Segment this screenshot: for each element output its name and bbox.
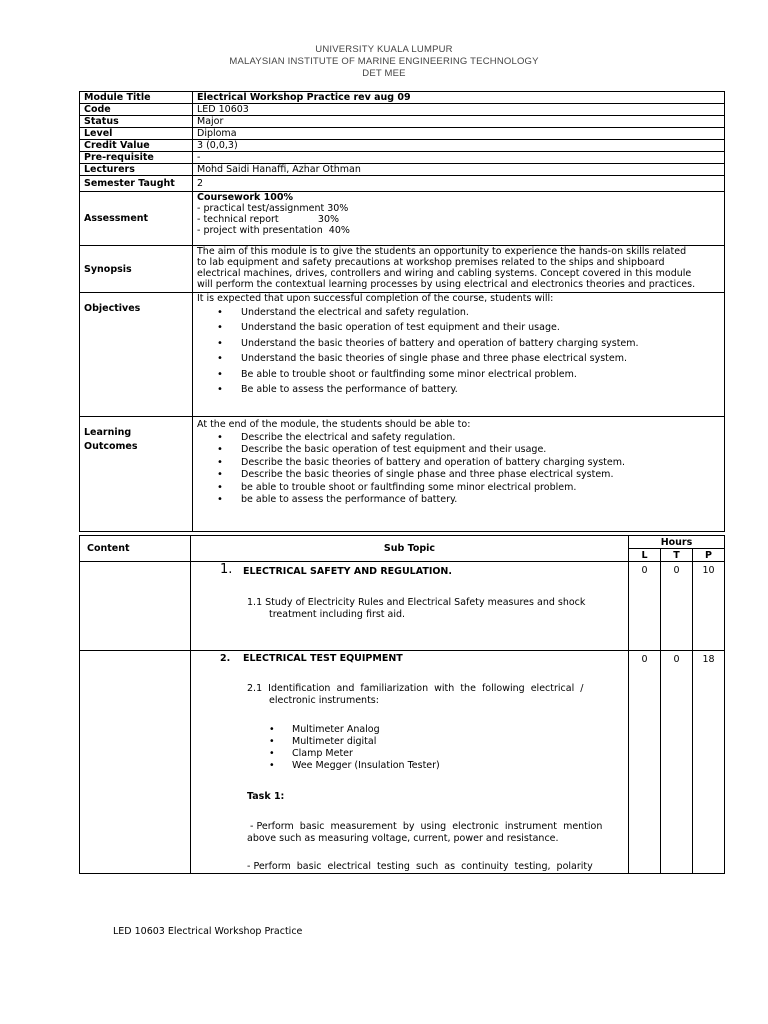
topic-title: ELECTRICAL TEST EQUIPMENT (243, 653, 403, 664)
subtopic-header: Sub Topic (191, 536, 629, 562)
row-status (80, 116, 725, 128)
content-header-row (80, 536, 725, 549)
outcomes-value (193, 417, 725, 532)
assessment-value (193, 192, 725, 246)
topic-hours-t (660, 562, 692, 651)
content-table (79, 535, 725, 874)
task-text: above such as measuring voltage, current, power and resistance. (247, 833, 559, 844)
instrument-item: Clamp Meter (292, 748, 353, 759)
hours-value: 0 (673, 654, 680, 665)
level-value: Diploma (193, 128, 725, 140)
topic-hours-l (628, 562, 660, 651)
topic-subtext: 1.1 Study of Electricity Rules and Electrical Safety measures and shock (247, 597, 586, 608)
topic-content-cell (80, 562, 191, 651)
row-assessment (80, 192, 725, 246)
hours-l-header: L (628, 549, 660, 562)
task-text: - Perform basic measurement by using electronic instrument mention (247, 821, 603, 832)
page-footer: LED 10603 Electrical Workshop Practice (113, 926, 303, 937)
row-prereq (80, 152, 725, 164)
header-institute: MALAYSIAN INSTITUTE OF MARINE ENGINEERING TECHNOLOGY (229, 56, 539, 67)
objectives-value (193, 293, 725, 417)
objective-item: • Understand the basic theories of single phase and three phase electrical system. (241, 351, 720, 366)
row-objectives (80, 293, 725, 417)
outcome-item: • be able to trouble shoot or faultfinding some minor electrical problem. (241, 482, 720, 495)
topic-subtext: 2.1 Identification and familiarization with the following electrical / (247, 683, 584, 694)
semester-value: 2 (193, 176, 725, 192)
objective-item: • Understand the basic operation of test equipment and their usage. (241, 320, 720, 335)
outcomes-label-line1: Learning (84, 427, 132, 438)
assessment-heading: Coursework 100% (197, 192, 294, 203)
hours-value: 0 (641, 654, 648, 665)
module-info-table (79, 91, 725, 532)
row-credit (80, 140, 725, 152)
outcomes-label-line2: Outcomes (84, 441, 138, 452)
header-university: UNIVERSITY KUALA LUMPUR (315, 44, 453, 55)
topic-hours-p (692, 651, 724, 874)
synopsis-line: to lab equipment and safety precautions at workshop premises related to the ships and shipboard (197, 257, 665, 268)
objective-item: • Be able to assess the performance of battery. (241, 382, 720, 397)
synopsis-line: electrical machines, drives, controllers and wiring and cabling systems. Concept covered in this module (197, 268, 692, 279)
header-dept: DET MEE (362, 68, 406, 79)
hours-value: 0 (641, 565, 648, 576)
module-title-value: Electrical Workshop Practice rev aug 09 (193, 92, 725, 104)
hours-value: 18 (702, 654, 715, 665)
topic-subtext: treatment including first aid. (269, 609, 406, 620)
row-module-title (80, 92, 725, 104)
status-value: Major (193, 116, 725, 128)
hours-header: Hours (628, 536, 724, 549)
row-code (80, 104, 725, 116)
row-learning-outcomes (80, 417, 725, 532)
code-value: LED 10603 (193, 104, 725, 116)
assessment-item: - practical test/assignment 30% (197, 203, 349, 214)
outcomes-list (197, 432, 720, 507)
prereq-value: - (193, 152, 725, 164)
objectives-intro: It is expected that upon successful completion of the course, students will: (197, 293, 554, 304)
objective-item: • Understand the electrical and safety regulation. (241, 305, 720, 320)
topic-row (80, 651, 725, 874)
module-title-label: Module Title (80, 92, 193, 104)
assessment-label: Assessment (80, 192, 193, 246)
topic-content-cell (80, 651, 191, 874)
synopsis-label: Synopsis (80, 246, 193, 293)
synopsis-line: will perform the contextual learning processes by using electrical and electronics theories and practices. (197, 279, 696, 290)
credit-label: Credit Value (80, 140, 193, 152)
code-label: Code (80, 104, 193, 116)
outcome-item: • Describe the basic theories of battery and operation of battery charging system. (241, 457, 720, 470)
row-synopsis (80, 246, 725, 293)
task-text: - Perform basic electrical testing such as continuity testing, polarity (247, 861, 593, 872)
row-semester (80, 176, 725, 192)
lecturers-value: Mohd Saidi Hanaffi, Azhar Othman (193, 164, 725, 176)
outcomes-intro: At the end of the module, the students should be able to: (197, 419, 471, 430)
objectives-list (197, 305, 720, 397)
topic-subtopic-cell (191, 562, 629, 651)
prereq-label: Pre-requisite (80, 152, 193, 164)
status-label: Status (80, 116, 193, 128)
task-label: Task 1: (247, 791, 285, 802)
credit-value: 3 (0,0,3) (193, 140, 725, 152)
hours-value: 10 (702, 565, 715, 576)
topic-subtopic-cell (191, 651, 629, 874)
bullet-icon: • (269, 724, 275, 735)
topic-hours-t (660, 651, 692, 874)
assessment-item: - project with presentation 40% (197, 225, 350, 236)
topic-title: ELECTRICAL SAFETY AND REGULATION. (243, 566, 452, 577)
topic-number: 2. (220, 653, 231, 664)
hours-t-header: T (660, 549, 692, 562)
objective-item: • Understand the basic theories of battery and operation of battery charging system. (241, 336, 720, 351)
lecturers-label: Lecturers (80, 164, 193, 176)
objective-item: • Be able to trouble shoot or faultfinding some minor electrical problem. (241, 367, 720, 382)
topic-number: 1. (220, 562, 233, 577)
level-label: Level (80, 128, 193, 140)
content-header: Content (80, 536, 191, 562)
objectives-label: Objectives (80, 293, 193, 417)
outcome-item: • be able to assess the performance of battery. (241, 494, 720, 507)
hours-value: 0 (673, 565, 680, 576)
hours-p-header: P (692, 549, 724, 562)
assessment-item: - technical report 30% (197, 214, 340, 225)
row-lecturers (80, 164, 725, 176)
topic-hours-l (628, 651, 660, 874)
bullet-icon: • (269, 760, 275, 771)
outcome-item: • Describe the electrical and safety regulation. (241, 432, 720, 445)
topic-row (80, 562, 725, 651)
row-level (80, 128, 725, 140)
instrument-item: Wee Megger (Insulation Tester) (292, 760, 440, 771)
semester-label: Semester Taught (80, 176, 193, 192)
bullet-icon: • (269, 736, 275, 747)
synopsis-value (193, 246, 725, 293)
topic-hours-p (692, 562, 724, 651)
bullet-icon: • (269, 748, 275, 759)
topic-subtext: electronic instruments: (269, 695, 379, 706)
outcome-item: • Describe the basic operation of test equipment and their usage. (241, 444, 720, 457)
instrument-item: Multimeter Analog (292, 724, 380, 735)
outcomes-label (80, 417, 193, 532)
instrument-item: Multimeter digital (292, 736, 377, 747)
synopsis-line: The aim of this module is to give the students an opportunity to experience the hands-on skills related (197, 246, 687, 257)
outcome-item: • Describe the basic theories of single phase and three phase electrical system. (241, 469, 720, 482)
